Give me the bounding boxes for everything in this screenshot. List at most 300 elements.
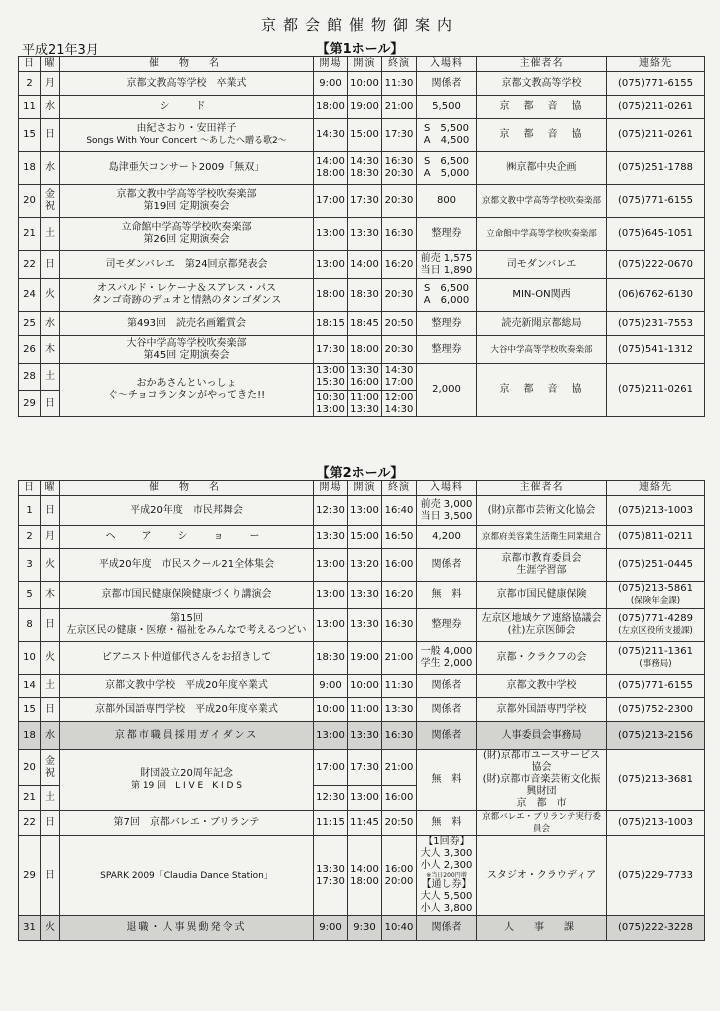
contact-line: (075)211-0261	[617, 384, 694, 395]
event-name-line: おかあさんといっしょ	[136, 378, 237, 389]
organizer-cell	[477, 119, 607, 152]
table-row	[19, 72, 705, 96]
header-end: 終演	[382, 57, 417, 72]
event-name-line: 由紀さおり・安田祥子	[136, 123, 237, 134]
contact-line: (075)213-5861	[617, 583, 694, 594]
event-name-line: 司モダンバレエ 第24回京都発表会	[105, 258, 268, 270]
fee-line: 4,200	[432, 531, 461, 542]
event-name-cell	[60, 364, 314, 417]
fee-cell	[417, 722, 477, 750]
table-row	[19, 582, 705, 609]
event-name-cell	[60, 96, 314, 119]
event-name-cell	[60, 526, 314, 549]
contact-cell	[607, 119, 705, 152]
fee-line: 一般 4,000	[420, 646, 473, 657]
fee-line: S 6,500	[424, 283, 469, 294]
day-cell: 28	[19, 364, 41, 391]
open-time-cell: 9:00	[314, 675, 348, 698]
day-cell: 29	[19, 836, 41, 916]
fee-line: 5,500	[432, 101, 461, 112]
end-time-cell: 21:00	[382, 642, 417, 675]
contact-line: (075)211-1361	[617, 646, 694, 657]
start-time-cell: 18:30	[348, 279, 382, 312]
open-time-cell: 13:00	[314, 722, 348, 750]
fee-cell	[417, 916, 477, 941]
open-time-cell: 12:30	[314, 496, 348, 526]
organizer-line: スタジオ・クラウディア	[486, 869, 597, 881]
fee-line: 大人 5,500	[420, 891, 473, 902]
organizer-cell	[477, 836, 607, 916]
contact-line: (075)231-7553	[617, 317, 694, 329]
contact-cell	[607, 675, 705, 698]
header-start: 開演	[348, 481, 382, 496]
event-name-cell	[60, 609, 314, 642]
fee-line: 関係者	[431, 77, 462, 89]
organizer-line: 京都市教育委員会	[501, 553, 582, 564]
time-line: 13:00	[316, 403, 345, 415]
table-row	[19, 722, 705, 750]
organizer-cell	[477, 549, 607, 582]
event-name-line: 島津亜矢コンサート2009「無双」	[108, 162, 265, 173]
end-time-cell: 16:40	[382, 496, 417, 526]
fee-line: 整理券	[431, 343, 462, 355]
organizer-line: 京 都 音 協	[499, 101, 584, 112]
fee-cell	[417, 496, 477, 526]
contact-line: (075)541-1312	[617, 343, 694, 355]
organizer-line: 大谷中学高等学校吹奏楽部	[490, 344, 593, 355]
end-time-cell: 20:30	[382, 336, 417, 364]
organizer-line: 読売新聞京都総局	[501, 317, 582, 329]
weekday-cell: 土	[41, 675, 60, 698]
event-name-cell	[60, 72, 314, 96]
fee-cell	[417, 811, 477, 836]
header-organizer: 主催者名	[477, 481, 607, 496]
table-row	[19, 750, 705, 786]
table-row	[19, 364, 705, 391]
weekday-cell: 日	[41, 119, 60, 152]
end-time-cell: 20:50	[382, 312, 417, 336]
day-cell: 18	[19, 152, 41, 185]
event-name-line: タンゴ奇跡のデュオと情熱のタンゴダンス	[91, 295, 282, 306]
contact-line: (075)771-6155	[617, 680, 694, 691]
contact-cell	[607, 336, 705, 364]
weekday-cell: 土	[41, 786, 60, 811]
contact-cell	[607, 549, 705, 582]
start-time-cell: 19:00	[348, 642, 382, 675]
organizer-line: 京都市国民健康保険	[496, 589, 587, 600]
start-time-cell: 10:00	[348, 675, 382, 698]
start-time-cell: 13:30	[348, 609, 382, 642]
contact-cell	[607, 642, 705, 675]
fee-cell	[417, 750, 477, 811]
end-time-cell: 11:30	[382, 675, 417, 698]
event-name-cell	[60, 218, 314, 251]
day-cell: 3	[19, 549, 41, 582]
fee-line: 関係者	[431, 729, 462, 741]
table-row	[19, 251, 705, 279]
organizer-line: 京都府美容業生活衛生同業組合	[481, 532, 601, 542]
start-time-cell: 17:30	[348, 185, 382, 218]
fee-line: 無 料	[431, 774, 462, 785]
organizer-cell	[477, 609, 607, 642]
event-name-line: 立命館中学高等学校吹奏楽部	[121, 222, 252, 233]
event-name-line: 京都市職員採用ガイダンス	[114, 729, 259, 741]
time-line: 14:30	[384, 365, 414, 376]
header-open: 開場	[314, 481, 348, 496]
table-row	[19, 526, 705, 549]
contact-cell	[607, 152, 705, 185]
contact-line: (075)229-7733	[617, 869, 694, 881]
time-line: 18:30	[350, 168, 379, 179]
start-time-cell	[348, 364, 382, 391]
open-time-cell: 13:00	[314, 609, 348, 642]
weekday-cell: 日	[41, 496, 60, 526]
fee-cell	[417, 72, 477, 96]
fee-line: 関係者	[431, 703, 462, 715]
event-name-line: 財団設立20周年記念	[140, 768, 233, 779]
start-time-cell: 17:30	[348, 750, 382, 786]
fee-cell	[417, 549, 477, 582]
open-time-cell: 18:00	[314, 279, 348, 312]
table-row	[19, 279, 705, 312]
time-line: 20:30	[384, 168, 414, 179]
fee-line: 関係者	[431, 559, 462, 570]
event-name-line: ぐ〜チョコランタンがやってきた!!	[107, 390, 266, 401]
event-name-line: 京都文教高等学校 卒業式	[126, 77, 247, 89]
fee-line: 小人 3,800	[420, 903, 473, 914]
contact-cell	[607, 609, 705, 642]
organizer-line: 京 都 市	[516, 798, 567, 809]
organizer-cell	[477, 218, 607, 251]
end-time-cell: 17:30	[382, 119, 417, 152]
weekday-cell: 火	[41, 549, 60, 582]
fee-cell	[417, 119, 477, 152]
contact-cell	[607, 364, 705, 417]
event-name-line: 平成20年度 市民スクール21全体集会	[98, 559, 275, 570]
event-name-line: 第15回	[170, 613, 203, 624]
time-line: 18:00	[350, 875, 379, 887]
organizer-cell	[477, 750, 607, 811]
end-time-cell: 16:30	[382, 722, 417, 750]
organizer-cell	[477, 96, 607, 119]
fee-line: 2,000	[432, 384, 461, 395]
header-organizer: 主催者名	[477, 57, 607, 72]
end-time-cell: 21:00	[382, 96, 417, 119]
contact-line: (075)211-0261	[617, 129, 694, 140]
table-row	[19, 549, 705, 582]
event-name-line: シ ド	[159, 101, 214, 112]
open-time-cell: 9:00	[314, 916, 348, 941]
event-name-line: 大谷中学高等学校吹奏楽部	[126, 337, 247, 349]
organizer-cell	[477, 496, 607, 526]
event-name-line: SPARK 2009「Claudia Dance Station」	[100, 870, 273, 881]
event-name-cell	[60, 642, 314, 675]
open-time-cell: 13:00	[314, 218, 348, 251]
contact-cell	[607, 218, 705, 251]
start-time-cell: 11:00	[348, 698, 382, 722]
contact-line: (075)222-3228	[617, 922, 694, 933]
start-time-cell: 15:00	[348, 119, 382, 152]
organizer-cell	[477, 675, 607, 698]
contact-cell	[607, 251, 705, 279]
header-fee: 入場料	[417, 481, 477, 496]
event-name-cell	[60, 336, 314, 364]
time-line: 15:30	[316, 377, 345, 388]
end-time-cell: 16:20	[382, 582, 417, 609]
fee-cell	[417, 96, 477, 119]
weekday-cell: 火	[41, 279, 60, 312]
organizer-cell	[477, 251, 607, 279]
end-time-cell: 20:50	[382, 811, 417, 836]
organizer-line: 京 都 音 協	[499, 129, 584, 140]
end-time-cell: 10:40	[382, 916, 417, 941]
contact-line: (075)645-1051	[617, 228, 694, 239]
organizer-cell	[477, 312, 607, 336]
header-fee: 入場料	[417, 57, 477, 72]
event-name-cell	[60, 496, 314, 526]
organizer-line: 左京区地域ケア連絡協議会	[481, 613, 602, 624]
start-time-cell: 19:00	[348, 96, 382, 119]
contact-line: (075)222-0670	[617, 258, 694, 270]
fee-line: 当日 1,890	[420, 264, 473, 276]
start-time-cell: 13:30	[348, 582, 382, 609]
fee-cell	[417, 582, 477, 609]
organizer-cell	[477, 185, 607, 218]
open-time-cell: 17:00	[314, 750, 348, 786]
organizer-line: 京都バレエ・ブリランテ実行委員会	[482, 812, 601, 834]
event-name-cell	[60, 185, 314, 218]
end-time-cell: 16:20	[382, 251, 417, 279]
contact-line: (075)211-0261	[617, 101, 694, 112]
open-time-cell: 13:00	[314, 549, 348, 582]
weekday-cell: 水	[41, 312, 60, 336]
organizer-cell	[477, 526, 607, 549]
fee-cell	[417, 698, 477, 722]
contact-cell	[607, 96, 705, 119]
organizer-cell	[477, 336, 607, 364]
fee-line: 【通し券】	[421, 879, 472, 890]
contact-line: (075)771-6155	[617, 195, 694, 206]
organizer-line: (社)左京医師会	[507, 625, 576, 636]
header-event: 催 物 名	[60, 481, 314, 496]
table-row	[19, 119, 705, 152]
fee-cell	[417, 336, 477, 364]
day-cell: 24	[19, 279, 41, 312]
end-time-cell: 13:30	[382, 698, 417, 722]
event-name-cell	[60, 836, 314, 916]
contact-cell	[607, 185, 705, 218]
weekday-line: 祝	[45, 767, 55, 779]
date-label: 平成21年3月	[22, 43, 99, 58]
weekday-cell: 火	[41, 642, 60, 675]
organizer-cell	[477, 916, 607, 941]
time-line: 12:00	[384, 391, 414, 403]
time-line: 13:30	[350, 403, 379, 415]
weekday-cell: 日	[41, 836, 60, 916]
contact-cell	[607, 526, 705, 549]
day-cell: 22	[19, 251, 41, 279]
fee-line: A 5,000	[423, 168, 470, 179]
day-cell: 18	[19, 722, 41, 750]
day-cell: 1	[19, 496, 41, 526]
table-row	[19, 609, 705, 642]
event-name-cell	[60, 698, 314, 722]
open-time-cell: 11:15	[314, 811, 348, 836]
open-time-cell	[314, 836, 348, 916]
weekday-cell: 水	[41, 152, 60, 185]
weekday-cell: 日	[41, 811, 60, 836]
organizer-line: 京都・クラクフの会	[496, 652, 587, 663]
table-row	[19, 152, 705, 185]
open-time-cell: 18:30	[314, 642, 348, 675]
start-time-cell: 10:00	[348, 72, 382, 96]
table-row	[19, 218, 705, 251]
fee-line: 無 料	[431, 589, 462, 600]
weekday-cell	[41, 185, 60, 218]
weekday-cell: 水	[41, 722, 60, 750]
table-row	[19, 336, 705, 364]
header-contact: 連絡先	[607, 57, 705, 72]
event-name-line: 京都文教中学校 平成20年度卒業式	[105, 680, 268, 691]
table-row	[19, 185, 705, 218]
end-time-cell: 16:30	[382, 609, 417, 642]
organizer-line: 立命館中学高等学校吹奏楽部	[486, 229, 597, 239]
fee-cell	[417, 251, 477, 279]
day-cell: 11	[19, 96, 41, 119]
fee-line: S 5,500	[424, 123, 469, 134]
day-cell: 20	[19, 185, 41, 218]
day-cell: 15	[19, 119, 41, 152]
event-name-cell	[60, 750, 314, 811]
hall1-table	[18, 56, 705, 417]
header-day: 日	[19, 481, 41, 496]
open-time-cell: 10:00	[314, 698, 348, 722]
header-contact: 連絡先	[607, 481, 705, 496]
contact-cell	[607, 496, 705, 526]
contact-cell	[607, 811, 705, 836]
time-line: 10:30	[316, 391, 345, 403]
organizer-line: 司モダンバレエ	[506, 258, 577, 270]
fee-line: S 6,500	[424, 156, 469, 167]
hall2-table	[18, 480, 705, 941]
end-time-cell: 16:50	[382, 526, 417, 549]
event-name-line: 平成20年度 市民邦舞会	[130, 504, 243, 516]
table-row	[19, 312, 705, 336]
contact-cell	[607, 698, 705, 722]
weekday-line: 祝	[45, 201, 55, 212]
table-header-row	[19, 57, 705, 72]
start-time-cell: 9:30	[348, 916, 382, 941]
contact-line: (左京区役所支援課)	[618, 626, 693, 636]
time-line: 14:30	[350, 156, 379, 167]
end-time-cell	[382, 836, 417, 916]
open-time-cell: 13:00	[314, 582, 348, 609]
page-title: 京都会館催物御案内	[260, 16, 459, 34]
fee-line: A 6,000	[423, 295, 470, 306]
end-time-cell	[382, 391, 417, 417]
event-name-line: 第493回 読売名画鑑賞会	[126, 317, 247, 329]
day-cell: 21	[19, 218, 41, 251]
organizer-line: 京都外国語専門学校	[496, 703, 587, 715]
event-name-cell	[60, 119, 314, 152]
time-line: 11:00	[350, 391, 379, 403]
start-time-cell	[348, 391, 382, 417]
contact-line: (075)213-1003	[617, 504, 694, 516]
start-time-cell: 11:45	[348, 811, 382, 836]
weekday-cell: 月	[41, 526, 60, 549]
open-time-cell	[314, 391, 348, 417]
contact-cell	[607, 582, 705, 609]
fee-line: 整理券	[431, 317, 462, 329]
contact-cell	[607, 279, 705, 312]
event-name-line: 第26回 定期演奏会	[143, 234, 230, 245]
day-cell: 29	[19, 391, 41, 417]
event-name-line: 第7回 京都バレエ・ブリランテ	[113, 817, 260, 828]
start-time-cell: 13:30	[348, 722, 382, 750]
table-row	[19, 836, 705, 916]
event-name-line: 退職・人事異動発令式	[126, 922, 247, 933]
end-time-cell: 21:00	[382, 750, 417, 786]
start-time-cell: 13:00	[348, 496, 382, 526]
weekday-cell: 日	[41, 251, 60, 279]
organizer-line: (財)京都市ユースサービス協会	[482, 750, 601, 773]
day-cell: 26	[19, 336, 41, 364]
day-cell: 14	[19, 675, 41, 698]
event-name-line: 第 19 回 L I V E K I D S	[130, 781, 243, 791]
contact-cell	[607, 72, 705, 96]
event-name-line: 第45回 定期演奏会	[143, 349, 230, 361]
open-time-cell: 17:30	[314, 336, 348, 364]
open-time-cell: 12:30	[314, 786, 348, 811]
contact-line: (075)251-1788	[617, 162, 694, 173]
event-name-line: ピアニスト仲道郁代さんをお招きして	[101, 652, 272, 663]
fee-cell	[417, 675, 477, 698]
event-name-cell	[60, 582, 314, 609]
organizer-line: 京 都 音 協	[499, 384, 584, 395]
time-line: 13:00	[316, 365, 345, 376]
day-cell: 22	[19, 811, 41, 836]
header-day: 日	[19, 57, 41, 72]
contact-cell	[607, 836, 705, 916]
contact-cell	[607, 722, 705, 750]
event-name-cell	[60, 251, 314, 279]
day-cell: 25	[19, 312, 41, 336]
organizer-cell	[477, 642, 607, 675]
event-name-cell	[60, 152, 314, 185]
header-end: 終演	[382, 481, 417, 496]
table-row	[19, 916, 705, 941]
fee-line: 整理券	[431, 619, 462, 630]
weekday-line: 金	[45, 755, 55, 767]
contact-line: (075)771-6155	[617, 77, 694, 89]
fee-line: 関係者	[431, 922, 462, 933]
end-time-cell: 16:00	[382, 786, 417, 811]
time-line: 13:30	[316, 863, 345, 875]
day-cell: 21	[19, 786, 41, 811]
contact-cell	[607, 916, 705, 941]
fee-line: 【1回券】	[423, 836, 470, 847]
time-line: 20:00	[384, 875, 414, 887]
open-time-cell: 14:30	[314, 119, 348, 152]
fee-line: ※当日200円増	[426, 872, 467, 879]
organizer-line: (財)京都市音楽芸術文化振興財団	[482, 774, 601, 797]
table-row	[19, 96, 705, 119]
contact-line: (075)752-2300	[617, 703, 694, 715]
header-weekday: 曜	[41, 481, 60, 496]
organizer-cell	[477, 582, 607, 609]
start-time-cell	[348, 152, 382, 185]
time-line: 14:30	[384, 403, 414, 415]
